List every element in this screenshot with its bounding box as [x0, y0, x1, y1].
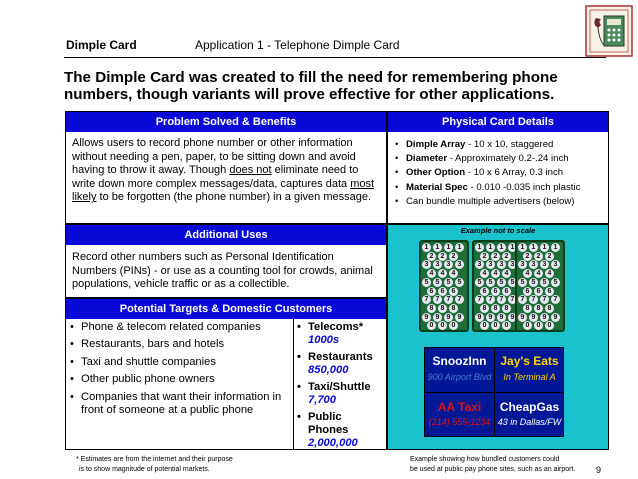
header-section-label: Dimple Card: [66, 38, 137, 52]
dimple-dot: 7: [529, 295, 538, 304]
dimple-dot: 2: [480, 252, 489, 261]
dimple-dot: 7: [455, 295, 464, 304]
dimple-dot: 5: [422, 278, 431, 287]
dimple-dot: 4: [523, 269, 532, 278]
dimple-dot: 1: [497, 243, 506, 252]
dimple-dot: 8: [438, 304, 447, 313]
dimple-dot: 1: [540, 243, 549, 252]
dimple-dot: 5: [497, 278, 506, 287]
dimple-dot: 6: [545, 287, 554, 296]
dimple-dot: 6: [480, 287, 489, 296]
dimple-dot: 7: [486, 295, 495, 304]
dimple-dot: 9: [455, 313, 464, 322]
dimple-dot: 4: [427, 269, 436, 278]
dimple-dot: 2: [491, 252, 500, 261]
dimple-dot: 0: [449, 321, 458, 330]
dimple-card-1: [419, 240, 469, 332]
targets-left-list: [70, 321, 292, 417]
dimple-dot: 8: [545, 304, 554, 313]
dimple-dot: 4: [491, 269, 500, 278]
dimple-dot: 1: [475, 243, 484, 252]
dimple-dot: 0: [545, 321, 554, 330]
dimple-dot: 2: [523, 252, 532, 261]
dimple-dot: 4: [438, 269, 447, 278]
dimple-dot: 5: [518, 278, 527, 287]
dimple-dot: 0: [480, 321, 489, 330]
dimple-dot: 0: [534, 321, 543, 330]
dimple-dot: 5: [486, 278, 495, 287]
dimple-dot: 1: [508, 243, 517, 252]
dimple-dot: 5: [433, 278, 442, 287]
advertiser-snoozinn: SnoozInn 900 Airport Blvd: [427, 354, 492, 382]
dimple-dot: 2: [427, 252, 436, 261]
dimple-dot: 3: [455, 260, 464, 269]
dimple-dot: 2: [502, 252, 511, 261]
targets-right-list-container: [297, 321, 385, 450]
dimple-dot: 3: [475, 260, 484, 269]
footnote-example: Example showing how bundled customers could be used at public pay phone sites, such as an airport.: [410, 456, 576, 473]
advertiser-panel: [424, 347, 564, 437]
dimple-dot: 4: [534, 269, 543, 278]
dimple-dot: 9: [433, 313, 442, 322]
dimple-dot: 3: [518, 260, 527, 269]
dimple-dot: 3: [551, 260, 560, 269]
dimple-dot: 3: [422, 260, 431, 269]
dimple-dot: 9: [508, 313, 517, 322]
advertiser-divider-horizontal: [425, 392, 563, 393]
dimple-dot: 9: [518, 313, 527, 322]
dimple-dot: 3: [540, 260, 549, 269]
dimple-dot: 4: [449, 269, 458, 278]
dimple-dot: 2: [449, 252, 458, 261]
dimple-dot: 2: [545, 252, 554, 261]
footnote-estimates: * Estimates are from the internet and their purpose is to show magnitude of potential markets.: [76, 456, 233, 473]
dimple-dot: 5: [529, 278, 538, 287]
dimple-dot: 4: [545, 269, 554, 278]
dimple-dot: 5: [551, 278, 560, 287]
dimple-dot: 9: [497, 313, 506, 322]
advertiser-cheapgas: CheapGas 43 in Dallas/FW: [497, 400, 562, 427]
dimple-dot: 5: [508, 278, 517, 287]
page-title: The Dimple Card was created to fill the need for remembering phone numbers, though variants will prove effective for other applications.: [64, 69, 558, 103]
dimple-dot: 0: [438, 321, 447, 330]
example-panel: [387, 224, 609, 450]
dimple-dot: 7: [508, 295, 517, 304]
list-item: • Taxi/Shuttle 7,700: [297, 381, 385, 407]
dimple-dot: 8: [449, 304, 458, 313]
dimple-card-3: [515, 240, 565, 332]
dimple-dot: 9: [422, 313, 431, 322]
list-item: • Restaurants, bars and hotels: [70, 338, 292, 351]
dimple-dot: 5: [540, 278, 549, 287]
list-item: • Restaurants 850,000: [297, 351, 385, 377]
dimple-dot: 7: [497, 295, 506, 304]
targets-heading: Potential Targets & Domestic Customers: [66, 299, 386, 319]
dimple-dot: 8: [523, 304, 532, 313]
physical-section: [387, 111, 609, 224]
dimple-dot: 9: [551, 313, 560, 322]
dimple-dot: 9: [444, 313, 453, 322]
list-item: • Taxi and shuttle companies: [70, 356, 292, 369]
physical-heading: Physical Card Details: [388, 112, 608, 132]
targets-divider: [293, 319, 294, 449]
page-number: 9: [596, 465, 602, 475]
dimple-dot: 8: [502, 304, 511, 313]
dimple-dot: 2: [534, 252, 543, 261]
problem-text: Allows users to record phone number or other information without needing a pen, paper, to be sitting down and avoid having to throw it away. Though does not eliminate need to write down more complex messages/data, captures data most likely to be forgotten (the phone number) in a given message.: [72, 137, 375, 204]
dimple-dot: 1: [551, 243, 560, 252]
dimple-dot: 6: [523, 287, 532, 296]
dimple-dot: 8: [480, 304, 489, 313]
dimple-dot: 8: [427, 304, 436, 313]
list-item: • Public Phones 2,000,000: [297, 411, 385, 450]
dimple-dot: 5: [444, 278, 453, 287]
additional-section: [65, 224, 387, 298]
problem-section: [65, 111, 387, 224]
dimple-dot: 1: [529, 243, 538, 252]
dimple-dot: 8: [534, 304, 543, 313]
advertiser-jays-eats: Jay's Eats In Terminal A: [500, 354, 559, 382]
dimple-dot: 5: [455, 278, 464, 287]
targets-right-list: [297, 321, 385, 450]
dimple-dot: 6: [534, 287, 543, 296]
dimple-dot: 6: [427, 287, 436, 296]
dimple-dot: 3: [529, 260, 538, 269]
list-item: • Phone & telecom related companies: [70, 321, 292, 334]
list-item: • Telecoms* 1000s: [297, 321, 385, 347]
list-item: • Companies that want their information in front of someone at a public phone: [70, 391, 292, 418]
problem-heading: Problem Solved & Benefits: [66, 112, 386, 132]
dimple-dot: 4: [502, 269, 511, 278]
dimple-dot: 7: [444, 295, 453, 304]
dimple-dot: 1: [422, 243, 431, 252]
header-divider: [64, 57, 606, 58]
dimple-dot: 1: [486, 243, 495, 252]
dimple-dot: 3: [508, 260, 517, 269]
dimple-dot: 3: [497, 260, 506, 269]
list-item: • Other Option - 10 x 6 Array, 0.3 inch: [395, 166, 604, 180]
dimple-dot: 9: [540, 313, 549, 322]
list-item: • Diameter - Approximately 0.2-.24 inch: [395, 152, 604, 166]
dimple-dot: 3: [433, 260, 442, 269]
dimple-dot: 9: [486, 313, 495, 322]
header-application-label: Application 1 - Telephone Dimple Card: [195, 38, 400, 52]
dimple-dot: 5: [475, 278, 484, 287]
dimple-dot: 7: [518, 295, 527, 304]
dimple-dot: 0: [502, 321, 511, 330]
dimple-dot: 4: [480, 269, 489, 278]
dimple-dot: 6: [449, 287, 458, 296]
list-item: • Other public phone owners: [70, 373, 292, 386]
dimple-dot: 0: [427, 321, 436, 330]
dimple-dot: 9: [475, 313, 484, 322]
dimple-dot: 7: [433, 295, 442, 304]
list-item: • Material Spec - 0.010 -0.035 inch plastic: [395, 181, 604, 195]
dimple-dot: 0: [491, 321, 500, 330]
dimple-dot: 8: [491, 304, 500, 313]
dimple-dot: 6: [491, 287, 500, 296]
dimple-dot: 7: [422, 295, 431, 304]
dimple-dot: 2: [438, 252, 447, 261]
dimple-dot: 6: [502, 287, 511, 296]
dimple-dot: 7: [540, 295, 549, 304]
dimple-dot: 1: [455, 243, 464, 252]
additional-heading: Additional Uses: [66, 225, 386, 245]
physical-list: [388, 132, 608, 209]
dimple-dot: 0: [523, 321, 532, 330]
dimple-dot: 7: [475, 295, 484, 304]
targets-section: [65, 298, 387, 450]
phone-logo-icon: [584, 4, 634, 58]
dimple-dot: 1: [444, 243, 453, 252]
dimple-dot: 9: [529, 313, 538, 322]
dimple-dot: 6: [438, 287, 447, 296]
example-caption: Example not to scale: [460, 226, 536, 235]
list-item: • Can bundle multiple advertisers (below): [395, 195, 604, 209]
dimple-dot: 1: [433, 243, 442, 252]
list-item: • Dimple Array - 10 x 10, staggered: [395, 138, 604, 152]
additional-text: Record other numbers such as Personal Identification Numbers (PINs) - or use as a counting tool for crowds, animal populations, vehicle traffic or as a collectible.: [72, 251, 373, 291]
dimple-dot: 3: [444, 260, 453, 269]
dimple-dot: 1: [518, 243, 527, 252]
dimple-dot: 3: [486, 260, 495, 269]
dimple-dot: 7: [551, 295, 560, 304]
targets-left-list-container: [70, 321, 292, 417]
advertiser-aa-taxi: AA Taxi (214) 555-1234: [428, 400, 491, 427]
